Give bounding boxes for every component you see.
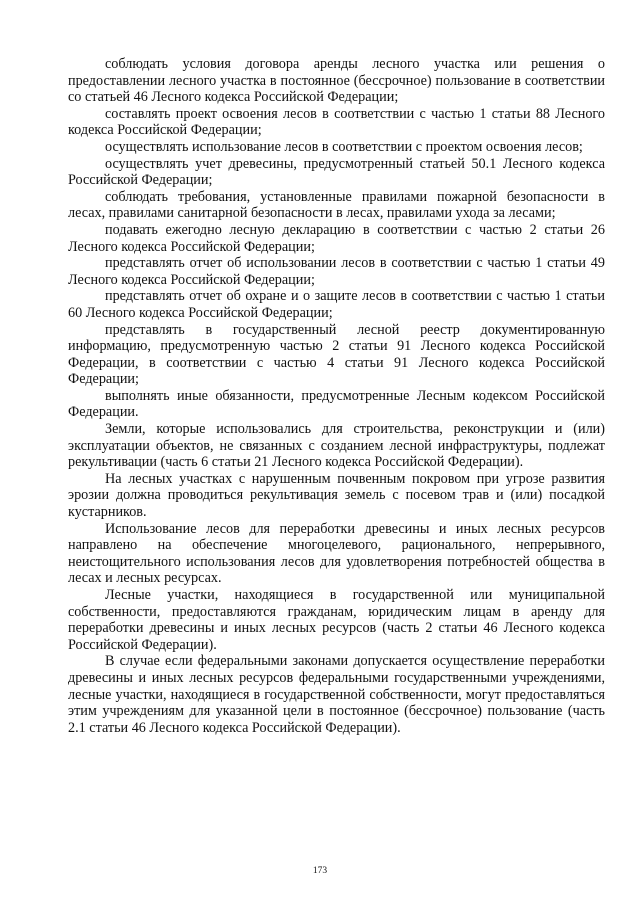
paragraph-land-recultivation: Земли, которые использовались для строительства, реконструкции и (или) эксплуатации объектов, не связанных с созданием лесной инфраструктуры, подлежат рекультивации (часть 6 статьи 21 Лесного кодекса Российской Федерации). [68, 421, 605, 471]
paragraph-federal-institutions: В случае если федеральными законами допускается осуществление переработки древесины и иных лесных ресурсов федеральными государственными учреждениями, лесные участки, находящиеся в государственной собственности, могут предоставляться этим учреждениям для указанной цели в постоянное (бессрочное) пользование (часть 2.1 статьи 46 Лесного кодекса Российской Федерации). [68, 653, 605, 736]
paragraph-forest-use: осуществлять использование лесов в соответствии с проектом освоения лесов; [105, 138, 583, 155]
paragraph-usage-report: представлять отчет об использовании лесов в соответствии с частью 1 статьи 49 Лесного кодекса Российской Федерации; [68, 255, 605, 288]
paragraph-safety-rules: соблюдать требования, установленные правилами пожарной безопасности в лесах, правилами санитарной безопасности в лесах, правилами ухода за лесами; [68, 188, 605, 222]
paragraph-erosion: На лесных участках с нарушенным почвенным покровом при угрозе развития эрозии должна проводиться рекультивация земель с посевом трав и (или) посадкой кустарников. [68, 470, 605, 521]
paragraph-protection-report: представлять отчет об охране и о защите лесов в соответствии с частью 1 статьи 60 Лесного кодекса Российской Федерации; [68, 288, 605, 321]
paragraph-lease-for-processing: Лесные участки, находящиеся в государственной или муниципальной собственности, предоставляются гражданам, юридическим лицам в аренду для переработки древесины и иных лесных ресурсов (часть 2 статьи 46 Лесного кодекса Российской Федерации). [68, 587, 605, 653]
page-number: 173 [312, 866, 328, 876]
document-body [68, 56, 605, 736]
paragraph-forest-project: составлять проект освоения лесов в соответствии с частью 1 статьи 88 Лесного кодекса Российской Федерации; [68, 105, 605, 139]
paragraph-wood-processing: Использование лесов для переработки древесины и иных лесных ресурсов направлено на обеспечение многоцелевого, рационального, непрерывного, неистощительного использования лесов для удовлетворения потребностей общества в лесах и лесных ресурсах. [68, 520, 605, 587]
paragraph-forest-declaration: подавать ежегодно лесную декларацию в соответствии с частью 2 статьи 26 Лесного кодекса Российской Федерации; [68, 221, 605, 255]
paragraph-registry-info: представлять в государственный лесной реестр документированную информацию, предусмотренную частью 2 статьи 91 Лесного кодекса Российской Федерации, в соответствии с частью 4 статьи 91 Лесного кодекса Российской Федерации; [68, 321, 605, 388]
paragraph-other-duties: выполнять иные обязанности, предусмотренные Лесным кодексом Российской Федерации. [68, 387, 605, 421]
paragraph-lease-conditions: соблюдать условия договора аренды лесного участка или решения о предоставлении лесного участка в постоянное (бессрочное) пользование в соответствии со статьей 46 Лесного кодекса Российской Федерации; [68, 56, 605, 106]
paragraph-timber-accounting: осуществлять учет древесины, предусмотренный статьей 50.1 Лесного кодекса Российской Федерации; [68, 155, 605, 189]
